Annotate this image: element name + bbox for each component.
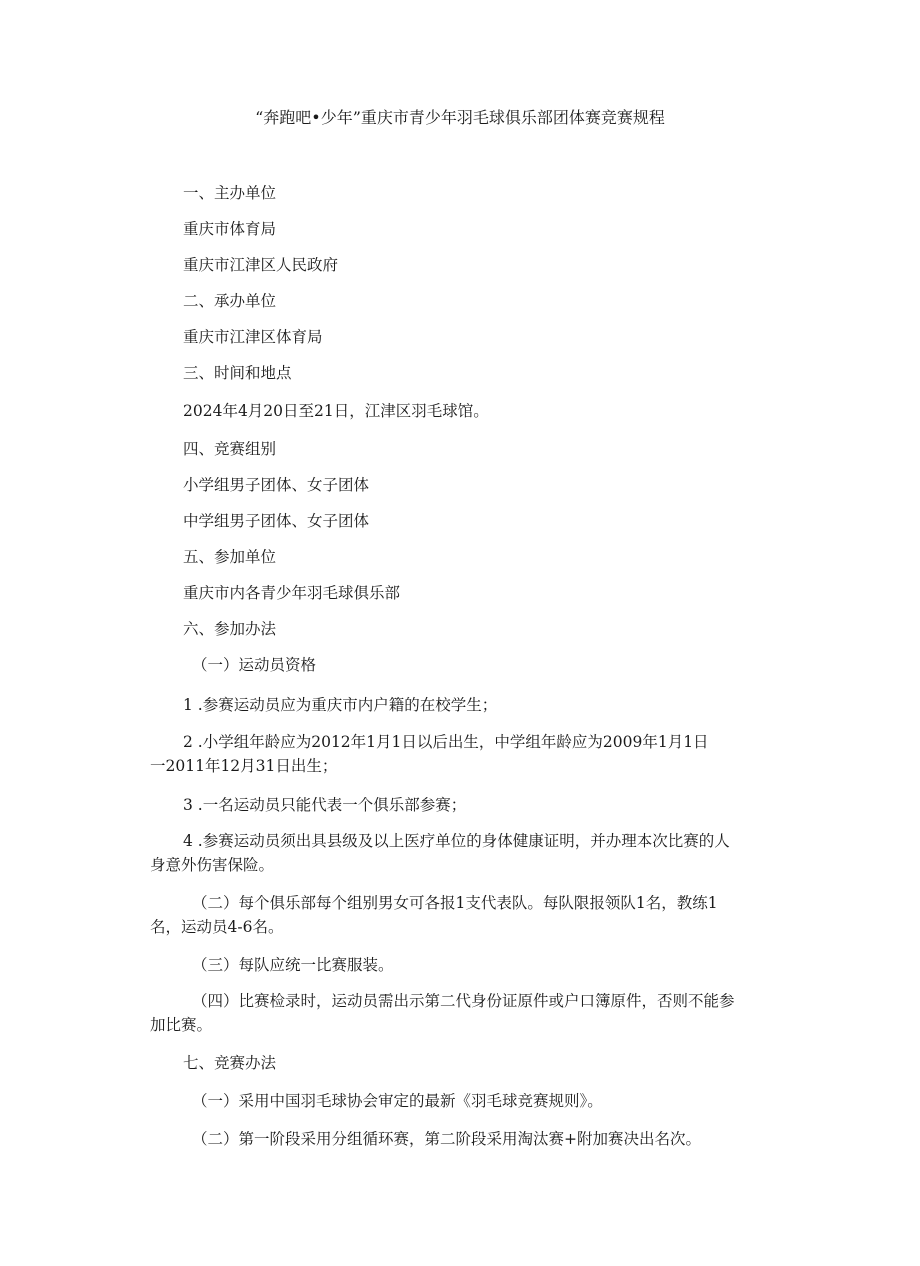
page-title: “奔跑吧•少年”重庆市青少年羽毛球俱乐部团体赛竞赛规程 xyxy=(255,108,665,127)
host-unit-1: 重庆市体育局 xyxy=(183,220,277,238)
rule-item-3: 3 .一名运动员只能代表一个俱乐部参赛； xyxy=(183,796,467,814)
group-primary: 小学组男子团体、女子团体 xyxy=(183,476,370,494)
section-heading-method: 六、参加办法 xyxy=(183,620,277,638)
section-heading-host: 一、主办单位 xyxy=(183,184,277,202)
rule-item-4: 4 .参赛运动员须出具县级及以上医疗单位的身体健康证明，并办理本次比赛的人 xyxy=(183,832,730,850)
competition-rule-2: （二）第一阶段采用分组循环赛，第二阶段采用淘汰赛+附加赛决出名次。 xyxy=(192,1130,701,1148)
subsection-eligibility: （一）运动员资格 xyxy=(192,656,317,674)
subsection-team-entry: （二）每个俱乐部每个组别男女可各报1支代表队。每队限报领队1名，教练1 xyxy=(192,894,718,912)
organizer-unit: 重庆市江津区体育局 xyxy=(183,328,323,346)
section-heading-organizer: 二、承办单位 xyxy=(183,292,277,310)
section-heading-time-place: 三、时间和地点 xyxy=(183,364,292,382)
group-secondary: 中学组男子团体、女子团体 xyxy=(183,512,370,530)
section-heading-groups: 四、竞赛组别 xyxy=(183,440,277,458)
rule-item-2: 2 .小学组年龄应为2012年1月1日以后出生，中学组年龄应为2009年1月1日 xyxy=(183,733,709,751)
subsection-team-entry-cont: 名，运动员4-6名。 xyxy=(150,918,284,936)
rule-item-1: 1 .参赛运动员应为重庆市内户籍的在校学生； xyxy=(183,696,498,714)
host-unit-2: 重庆市江津区人民政府 xyxy=(183,256,339,274)
time-place-text: 2024年4月20日至21日，江津区羽毛球馆。 xyxy=(183,402,489,420)
rule-item-4-cont: 身意外伤害保险。 xyxy=(150,856,275,874)
section-heading-participants: 五、参加单位 xyxy=(183,548,277,566)
subsection-check-in-cont: 加比赛。 xyxy=(150,1016,213,1034)
subsection-check-in: （四）比赛检录时，运动员需出示第二代身份证原件或户口簿原件，否则不能参 xyxy=(192,992,735,1010)
rule-item-2-cont: 一2011年12月31日出生； xyxy=(150,757,338,775)
competition-rule-1: （一）采用中国羽毛球协会审定的最新《羽毛球竞赛规则》。 xyxy=(192,1092,603,1110)
section-heading-competition: 七、竞赛办法 xyxy=(183,1054,277,1072)
participants-text: 重庆市内各青少年羽毛球俱乐部 xyxy=(183,584,401,602)
subsection-uniform: （三）每队应统一比赛服装。 xyxy=(192,956,394,974)
